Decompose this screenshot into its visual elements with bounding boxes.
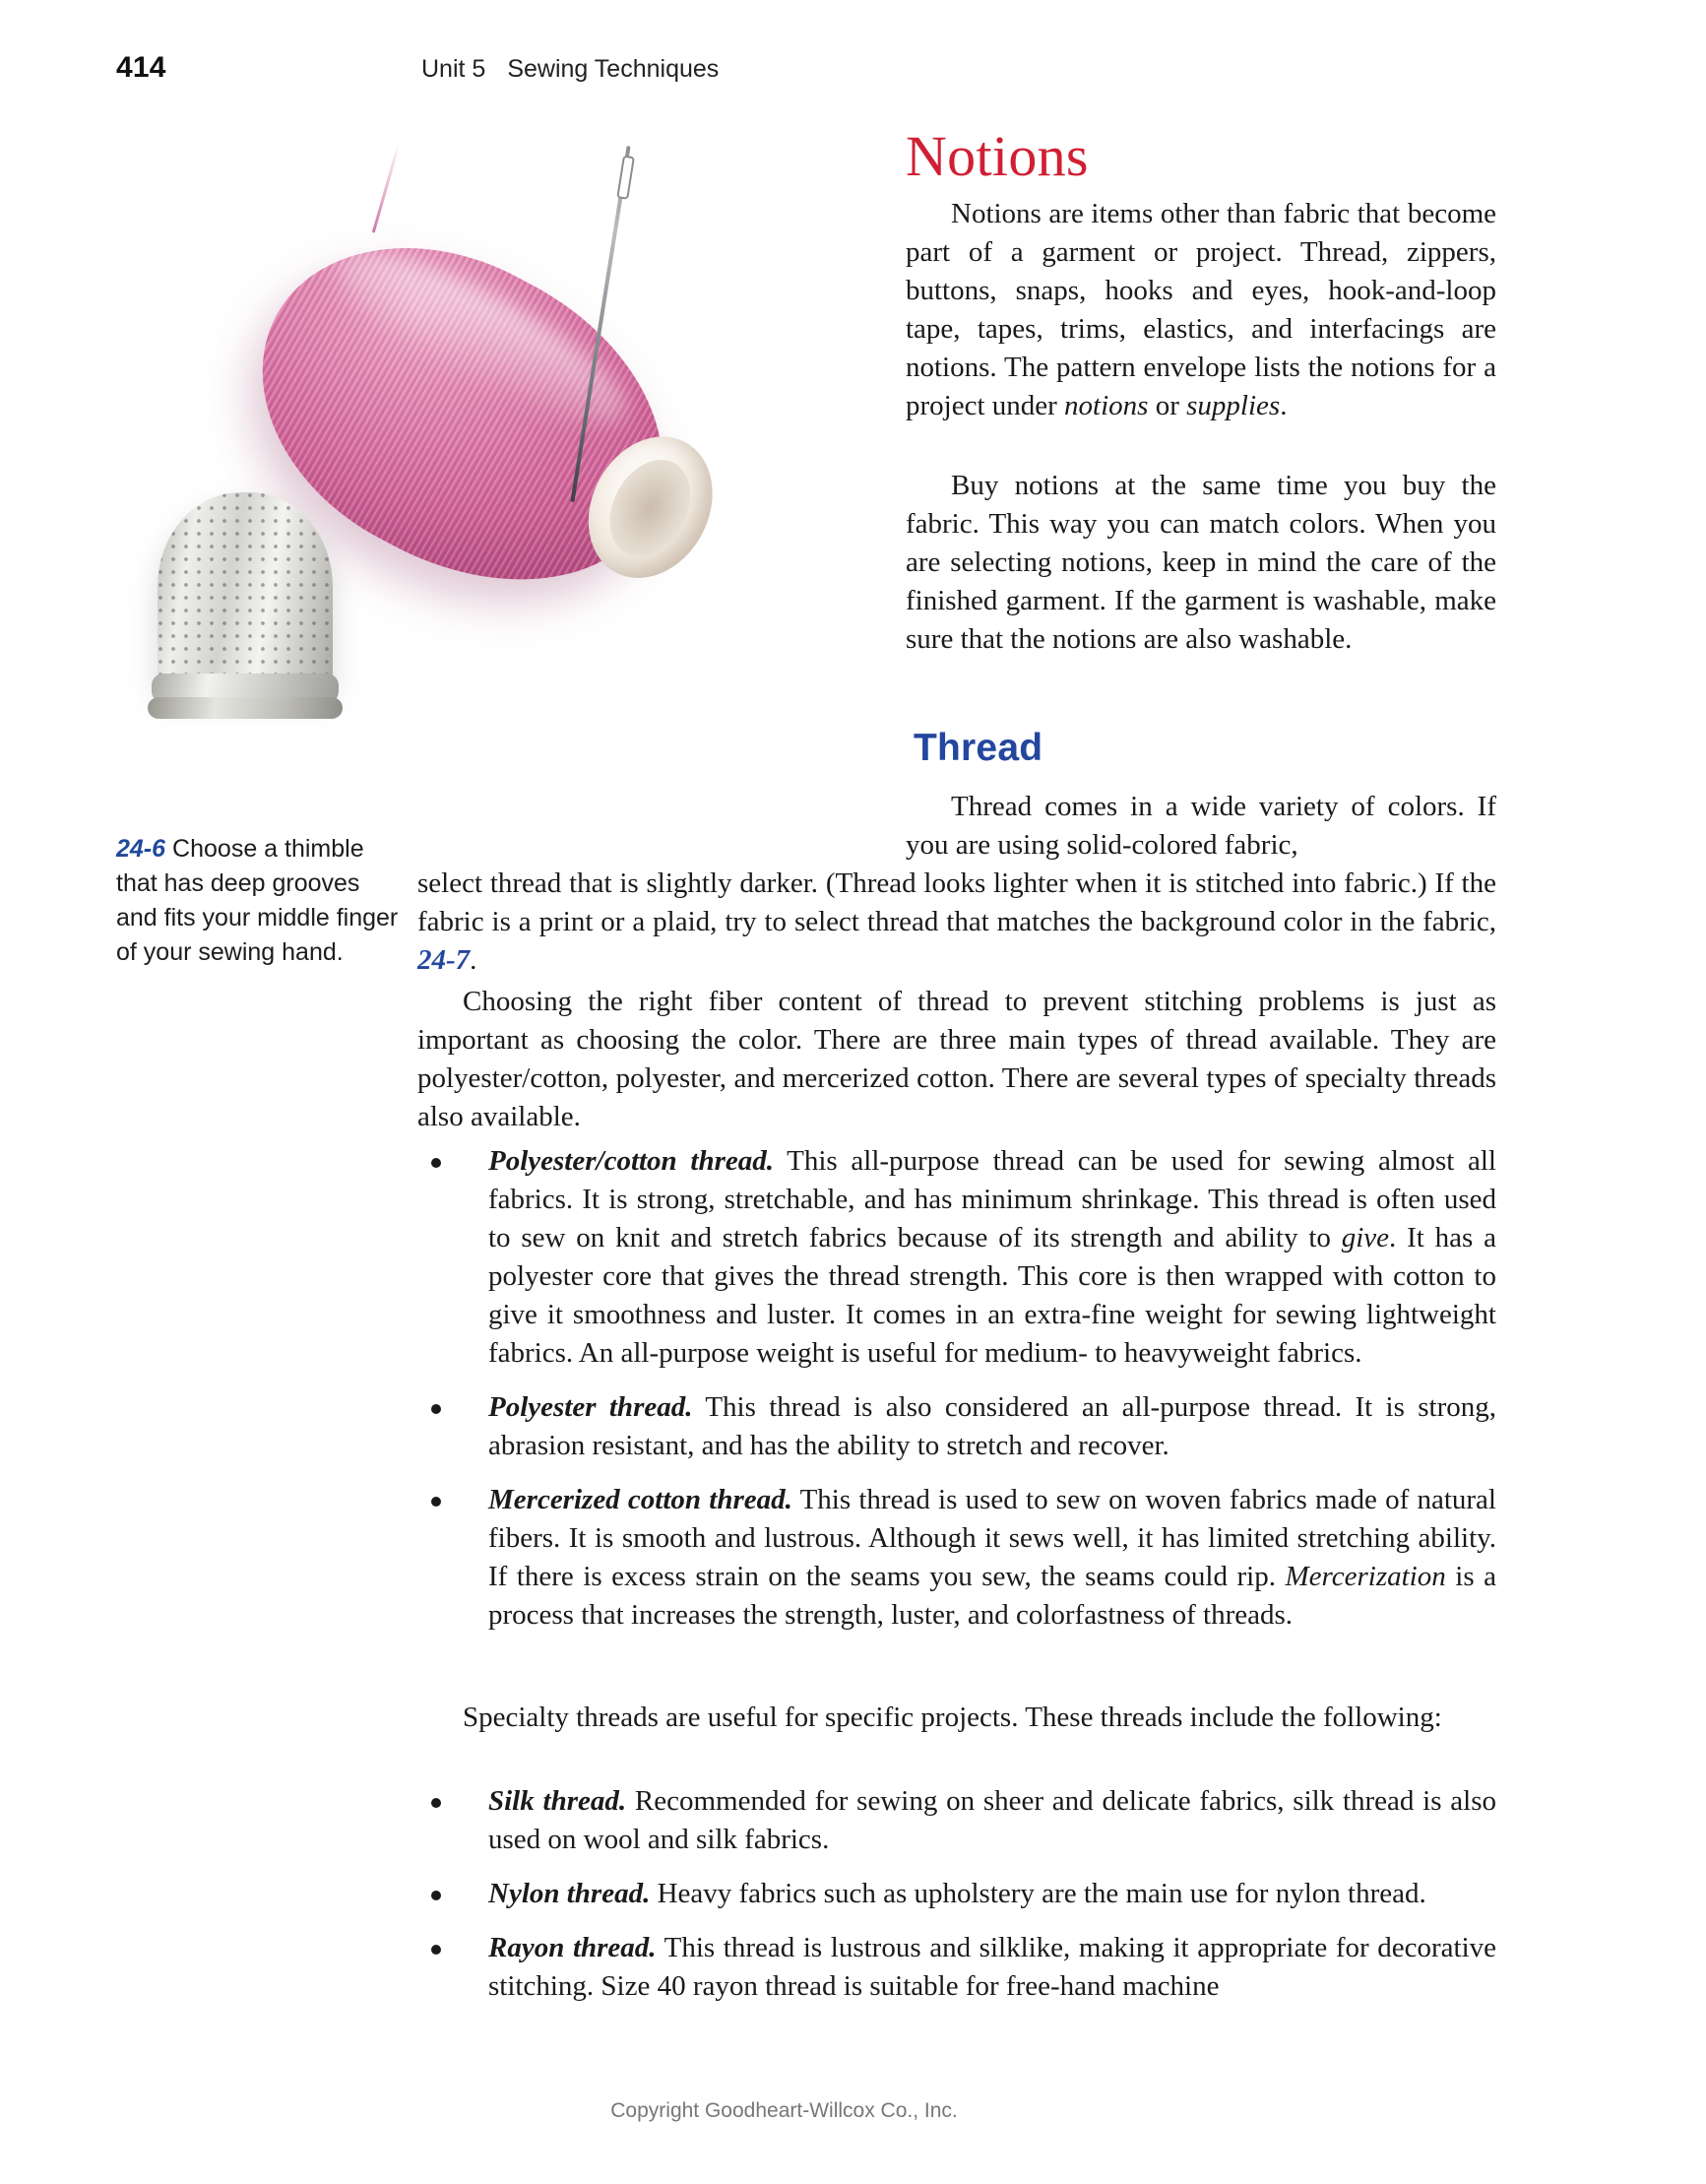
- paragraph-specialty-intro: Specialty threads are useful for specific projects. These threads include the following:: [463, 1702, 1442, 1733]
- thread-p1-period: .: [470, 944, 477, 976]
- list-item: [417, 1481, 1496, 1635]
- notions-p1-emphasis-notions: notions: [1064, 390, 1149, 421]
- list-item-body-b: is a process that increases the strength, luster, and colorfastness of threads.: [488, 1561, 1496, 1631]
- list-item: [417, 1875, 1496, 1913]
- list-item-body-b: . It has a polyester core that gives the thread strength. This core is then wrapped with cotton to give it smoothness and luster. It comes in an extra-fine weight for sewing lightweight fabrics. An all-purpose weight is useful for medium- to heavyweight fabrics.: [488, 1222, 1496, 1369]
- list-item-body-a: This thread is lustrous and silklike, making it appropriate for decorative stitching. Size 40 rayon thread is suitable for free-hand machine: [488, 1932, 1497, 2002]
- paragraph-thread-1-rest: [417, 865, 1496, 980]
- thimble-graphic: [148, 492, 345, 719]
- running-head-title: [421, 55, 719, 84]
- list-item: [417, 1388, 1496, 1465]
- figure-caption-text: Choose a thimble that has deep grooves and fits your middle finger of your sewing hand.: [116, 835, 399, 966]
- thread-spool-needle-thimble-photo: [0, 116, 866, 805]
- list-item: [417, 1782, 1496, 1859]
- notions-p1-emphasis-supplies: supplies: [1186, 390, 1281, 421]
- copyright-text: Copyright Goodheart-Willcox Co., Inc.: [610, 2099, 958, 2122]
- list-item-body-a: This thread is used to sew on woven fabrics made of natural fibers. It is smooth and lustrous. Although it sews well, it has limited stretching ability. If there is excess strain on the seams you sew, the seams could rip.: [488, 1484, 1496, 1592]
- notions-p1-text-a: Notions are items other than fabric that become part of a garment or project. Thread, zippers, buttons, snaps, hooks and eyes, hook-and-loop tape, tapes, trims, elastics, and interfacings are notions. The pattern envelope lists the notions for a project under: [906, 198, 1496, 421]
- running-head: [116, 51, 1593, 91]
- thread-types-list: [417, 1142, 1496, 1635]
- bullet-dot-icon: [431, 1891, 441, 1900]
- thread-p1-text-b: select thread that is slightly darker. (Thread looks lighter when it is stitched into fabric.) If the fabric is a print or a plaid, try to select thread that matches the background color in the fabric,: [417, 867, 1496, 937]
- thimble-body: [158, 492, 333, 685]
- specialty-threads-list: [417, 1782, 1496, 2006]
- unit-title: Sewing Techniques: [507, 55, 720, 83]
- list-item-body-a: This thread is also considered an all-purpose thread. It is strong, abrasion resistant, and has the ability to stretch and recover.: [488, 1391, 1497, 1461]
- section-heading-notions: Notions: [906, 124, 1089, 188]
- paragraph-thread-1-top: Thread comes in a wide variety of colors. If you are using solid-colored fabric,: [906, 791, 1496, 861]
- list-item: [417, 1142, 1496, 1373]
- list-item-emphasis: Mercerization: [1285, 1561, 1446, 1592]
- thimble-rim: [148, 697, 343, 719]
- list-item-lead: Silk thread.: [488, 1785, 627, 1817]
- bullet-dot-icon: [431, 1158, 441, 1168]
- paragraph-notions-2: Buy notions at the same time you buy the fabric. This way you can match colors. When you are selecting notions, keep in mind the care of the finished garment. If the garment is washable, make sure that the notions are also washable.: [906, 470, 1496, 655]
- list-item-body-a: This all-purpose thread can be used for sewing almost all fabrics. It is strong, stretchable, and has minimum shrinkage. This thread is often used to sew on knit and stretch fabrics because of its strength and ability to: [488, 1145, 1496, 1253]
- bullet-dot-icon: [431, 1798, 441, 1808]
- unit-label: Unit 5: [421, 55, 486, 83]
- notions-p1-period: .: [1280, 390, 1288, 421]
- list-item-body-a: Heavy fabrics such as upholstery are the main use for nylon thread.: [650, 1878, 1426, 1909]
- list-item-lead: Polyester thread.: [488, 1391, 693, 1423]
- thread-tail: [372, 142, 401, 233]
- bullet-dot-icon: [431, 1945, 441, 1955]
- page-footer: [0, 2099, 1706, 2123]
- figure-caption: [116, 832, 408, 970]
- list-item-emphasis: give: [1341, 1222, 1390, 1253]
- list-item: [417, 1929, 1496, 2006]
- figure-reference-24-7: 24-7: [417, 944, 471, 976]
- paragraph-notions-1: [906, 195, 1496, 425]
- section-heading-thread: Thread: [914, 727, 1043, 769]
- figure-number: 24-6: [116, 835, 166, 863]
- list-item-body-a: Recommended for sewing on sheer and delicate fabrics, silk thread is also used on wool and silk fabrics.: [488, 1785, 1496, 1855]
- list-item-lead: Polyester/cotton thread.: [488, 1145, 774, 1177]
- page-number: 414: [116, 51, 166, 84]
- list-item-lead: Nylon thread.: [488, 1878, 651, 1909]
- needle-eye: [616, 156, 635, 200]
- figure-photo: [0, 116, 866, 805]
- bullet-dot-icon: [431, 1497, 441, 1507]
- list-item-lead: Rayon thread.: [488, 1932, 657, 1963]
- notions-p1-mid: or: [1148, 390, 1187, 421]
- list-item-lead: Mercerized cotton thread.: [488, 1484, 792, 1515]
- paragraph-thread-2: Choosing the right fiber content of thread to prevent stitching problems is just as important as choosing the color. There are three main types of thread available. They are polyester/cotton, polyester, and mercerized cotton. There are several types of specialty threads also available.: [417, 986, 1496, 1132]
- bullet-dot-icon: [431, 1404, 441, 1414]
